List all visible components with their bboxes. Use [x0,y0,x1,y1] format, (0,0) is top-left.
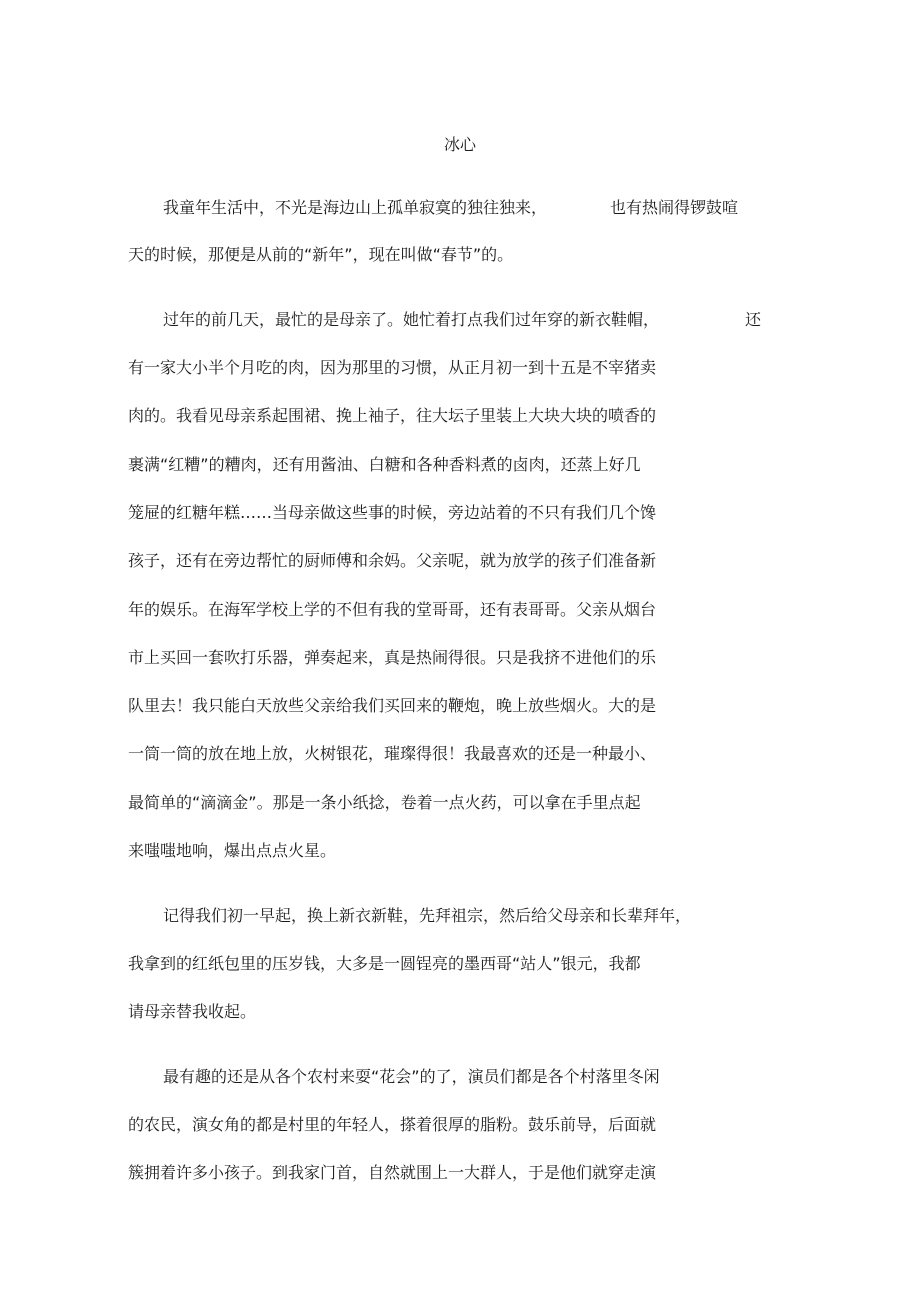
paragraph-2-line-3: 肉的。我看见母亲系起围裙、挽上袖子，往大坛子里装上大块大块的喷香的 [128,406,657,425]
paragraph-3-line-2: 我拿到的红纸包里的压岁钱，大多是一圆锃亮的墨西哥“站人”银元，我都 [128,954,641,973]
paragraph-2-line-1: 过年的前几天，最忙的是母亲了。她忙着打点我们过年穿的新衣鞋帽， [163,310,660,329]
document-title: 冰心 [443,135,476,154]
paragraph-2-line-7: 年的娱乐。在海军学校上学的不但有我的堂哥哥，还有表哥哥。父亲从烟台 [128,600,657,619]
paragraph-2-line-2: 有一家大小半个月吃的肉，因为那里的习惯，从正月初一到十五是不宰猪卖 [128,358,657,377]
paragraph-2-line-10: 一筒一筒的放在地上放，火树银花，璀璨得很！我最喜欢的还是一种最小、 [128,744,657,763]
paragraph-1-line-1-tail: 也有热闹得锣鼓喧 [610,198,739,217]
paragraph-1-line-1: 我童年生活中，不光是海边山上孤单寂寞的独往独来， [163,198,548,217]
paragraph-4-line-3: 簇拥着许多小孩子。到我家门首，自然就围上一大群人，于是他们就穿走演 [128,1163,657,1182]
paragraph-4-line-1: 最有趣的还是从各个农村来耍“花会”的了，演员们都是各个村落里冬闲 [163,1067,660,1086]
paragraph-4-line-2: 的农民，演女角的都是村里的年轻人，搽着很厚的脂粉。鼓乐前导，后面就 [128,1115,657,1134]
paragraph-2-line-9: 队里去！我只能白天放些父亲给我们买回来的鞭炮，晚上放些烟火。大的是 [128,696,657,715]
paragraph-2-line-11: 最简单的“滴滴金”。那是一条小纸捻，卷着一点火药，可以拿在手里点起 [128,793,641,812]
paragraph-2-line-4: 裹满“红糟”的糟肉，还有用酱油、白糖和各种香料煮的卤肉，还蒸上好几 [128,455,641,474]
paragraph-1-line-2: 天的时候，那便是从前的“新年”，现在叫做“春节”的。 [128,245,514,264]
paragraph-3-line-3: 请母亲替我收起。 [128,1002,257,1021]
paragraph-3-line-1: 记得我们初一早起，换上新衣新鞋，先拜祖宗，然后给父母亲和长辈拜年， [163,906,692,925]
paragraph-2-line-5: 笼屉的红糖年糕……当母亲做这些事的时候，旁边站着的不只有我们几个馋 [128,503,657,522]
paragraph-2-line-12: 来嗤嗤地响，爆出点点火星。 [128,841,337,860]
paragraph-2-line-8: 市上买回一套吹打乐器，弹奏起来，真是热闹得很。只是我挤不进他们的乐 [128,648,657,667]
paragraph-2-line-6: 孩子，还有在旁边帮忙的厨师傅和余妈。父亲呢，就为放学的孩子们准备新 [128,551,657,570]
paragraph-2-line-1-tail: 还 [745,310,762,329]
